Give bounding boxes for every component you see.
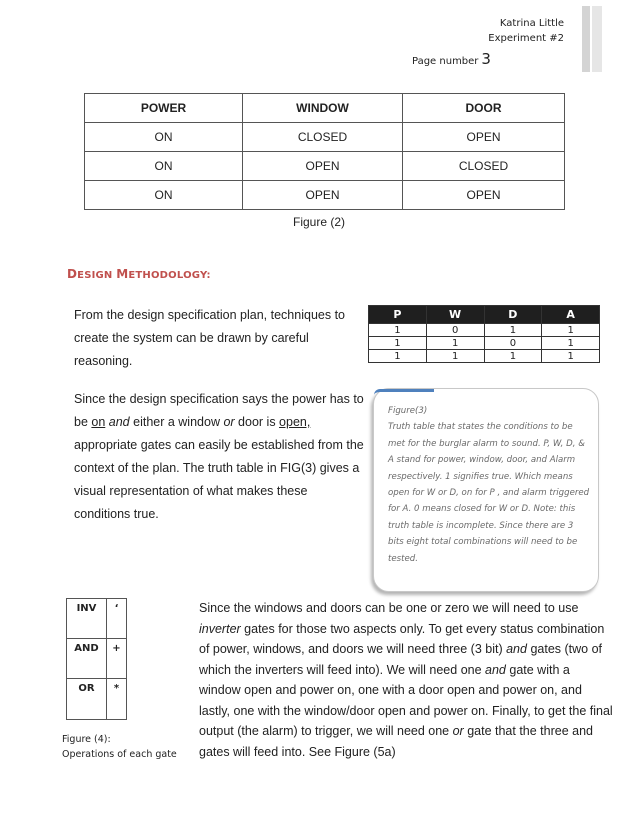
table-row: [67, 599, 127, 639]
table-row: [67, 679, 127, 720]
table-cell: OPEN: [243, 152, 403, 181]
experiment-label: Experiment #2: [488, 33, 564, 44]
table-header: POWER: [85, 94, 243, 123]
table-cell: 1: [542, 350, 600, 363]
table-cell: OR: [67, 679, 107, 720]
text-run: Since the windows and doors can be one or zero we will need to use: [199, 601, 579, 615]
truth-table-header: P: [369, 306, 427, 324]
text-run-italic: or: [223, 415, 235, 429]
caption-line: Operations of each gate: [62, 749, 177, 760]
design-paragraph-1: From the design specification plan, techniques to create the system can be drawn by careful reasoning.: [74, 308, 345, 368]
table-cell: 1: [369, 350, 427, 363]
text-run: either a window: [129, 415, 224, 429]
table-row: [85, 123, 565, 152]
table-row: [369, 337, 600, 350]
table-cell: ON: [85, 181, 243, 210]
text-run-italic: and: [506, 642, 527, 656]
design-methodology-heading: [67, 267, 211, 281]
status-table: [84, 93, 565, 210]
table-cell: OPEN: [243, 181, 403, 210]
text-run-italic: and: [108, 415, 130, 429]
table-cell: CLOSED: [243, 123, 403, 152]
gate-operations-table: [66, 598, 127, 720]
heading-part: ETHODOLOGY:: [128, 270, 211, 281]
table-row: [67, 639, 127, 679]
truth-table-header: A: [542, 306, 600, 324]
truth-table: [368, 305, 600, 363]
text-run: door is: [234, 415, 280, 429]
table-cell: OPEN: [403, 123, 565, 152]
text-run: appropriate gates can easily be established from the context of the plan. The truth table in FIG(3) gives a visual representation of what makes these conditions true.: [74, 438, 364, 521]
page-number-value: 3: [481, 50, 491, 68]
table-header: DOOR: [403, 94, 565, 123]
table-cell: +: [107, 639, 127, 679]
design-paragraph-2: [74, 388, 364, 526]
truth-table-header: D: [484, 306, 542, 324]
table-cell: 1: [426, 337, 484, 350]
table-cell: ON: [85, 123, 243, 152]
heading-initial: M: [116, 267, 129, 281]
table-cell: ON: [85, 152, 243, 181]
text-run-italic: inverter: [199, 621, 241, 636]
caption-line: Figure (4):: [62, 734, 111, 745]
text-run: gate that the three and gates will feed into. See Figure (5a): [199, 724, 594, 759]
truth-table-header: W: [426, 306, 484, 324]
heading-part: ESIGN: [77, 270, 117, 281]
callout-body: Truth table that states the conditions to be met for the burglar alarm to sound. P, W, D, & A stand for power, window, door, and Alarm respectively. 1 signifies true. Which means open for W or D, on for P , and alarm triggered for A. 0 means closed for W or D. Note: this truth table is incomplete. Since there are 3 bits eight total combinations will need to be tested.: [388, 422, 590, 564]
table-cell: CLOSED: [403, 152, 565, 181]
table-header: WINDOW: [243, 94, 403, 123]
page-edge-decoration-light: [592, 6, 602, 72]
text-run: gates for those two aspects only. To get every status combination of power, windows, and doors we will need three (3 bit): [199, 621, 605, 656]
text-run: Since the design specification says the power has to be: [74, 392, 364, 429]
table-row: [369, 324, 600, 337]
gates-paragraph: [199, 598, 614, 762]
figure-3-callout: [373, 388, 599, 592]
table-cell: 0: [426, 324, 484, 337]
text-run: gates (two of which the inverters will feed into). We will need one: [199, 642, 603, 677]
page-edge-decoration: [582, 6, 590, 72]
heading-initial: D: [67, 267, 78, 281]
figure-4-caption: [62, 732, 177, 762]
text-run-underlined: on: [91, 415, 106, 429]
table-row: [369, 350, 600, 363]
page-number-label: Page number: [412, 56, 479, 67]
table-cell: 1: [542, 337, 600, 350]
table-cell: 1: [369, 337, 427, 350]
page-number: [412, 50, 491, 68]
text-run: gate with a window open and power on, one with a door open and power on, and lastly, one with the window/door open and power on. Finally, to get the final output (the alarm) to trigger, we will need one: [199, 662, 613, 738]
table-cell: AND: [67, 639, 107, 679]
table-cell: *: [107, 679, 127, 720]
table-cell: 1: [542, 324, 600, 337]
callout-accent-line: [374, 389, 434, 395]
table-cell: INV: [67, 599, 107, 639]
table-row: [85, 152, 565, 181]
table-cell: 1: [484, 350, 542, 363]
table-row: [85, 181, 565, 210]
author-name: Katrina Little: [499, 18, 564, 29]
table-cell: ‘: [107, 599, 127, 639]
text-run-italic: or: [452, 724, 464, 738]
text-run-italic: and: [485, 662, 506, 677]
table-cell: 1: [426, 350, 484, 363]
callout-title: Figure(3): [388, 406, 428, 416]
table-cell: 0: [484, 337, 542, 350]
table-cell: 1: [484, 324, 542, 337]
callout-text: [388, 403, 590, 567]
text-run-underlined: open,: [279, 415, 311, 429]
table-cell: OPEN: [403, 181, 565, 210]
figure-2-caption: Figure (2): [292, 215, 345, 229]
table-cell: 1: [369, 324, 427, 337]
